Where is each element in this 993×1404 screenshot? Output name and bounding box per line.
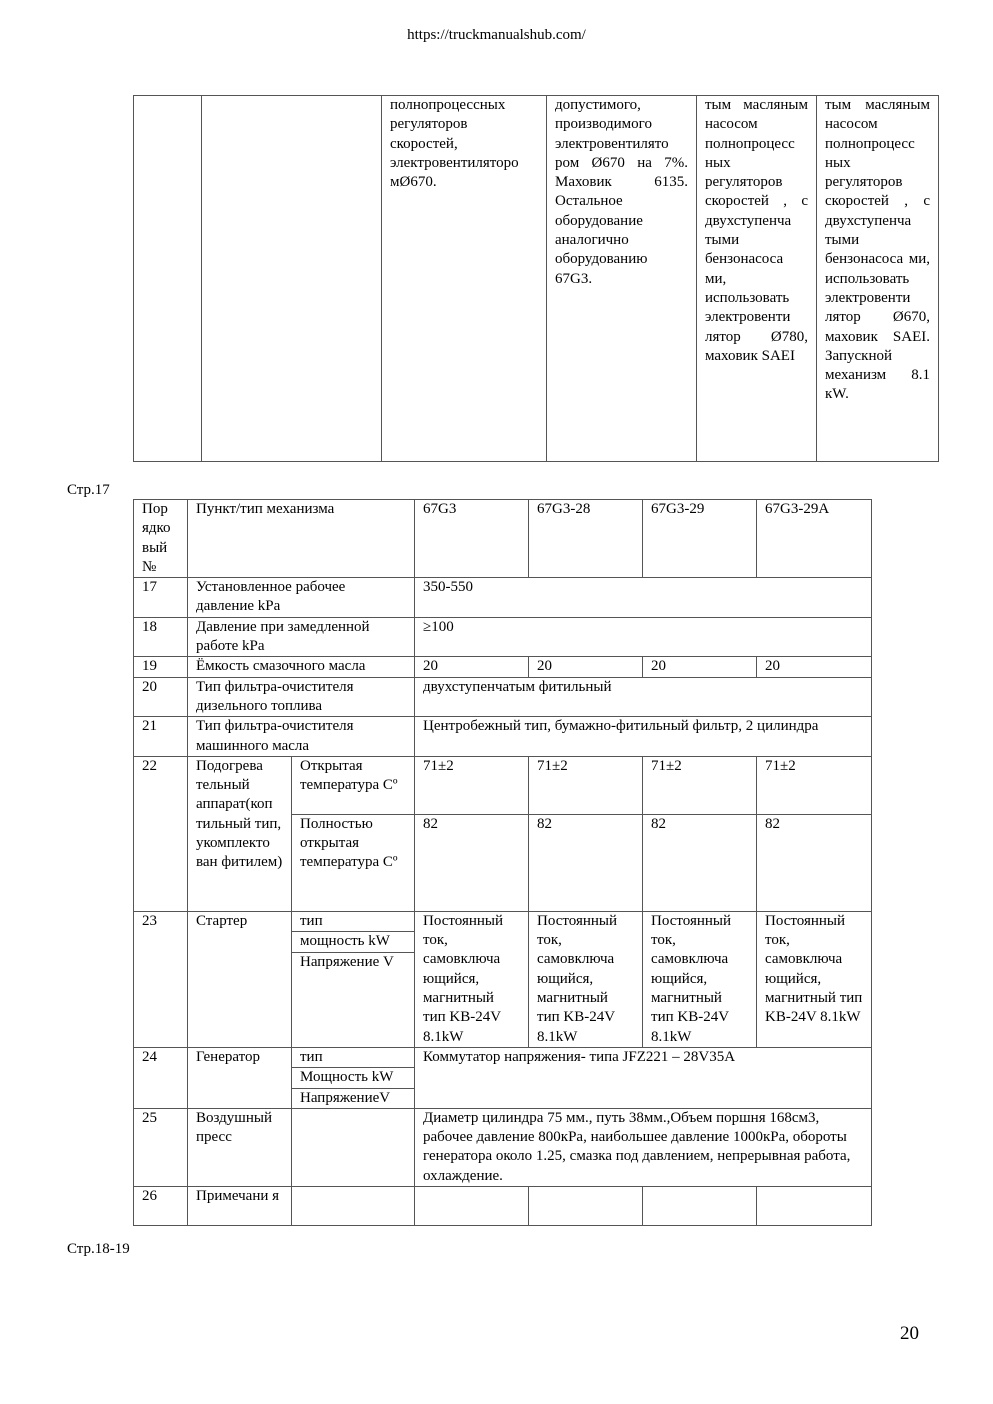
row-number: 26 — [134, 1187, 188, 1226]
row-value-2 — [529, 1187, 643, 1226]
row-value-1 — [415, 1187, 529, 1226]
cont-cell-no — [134, 96, 202, 462]
header-row — [134, 500, 872, 578]
source-url: https://truckmanualshub.com/ — [407, 27, 586, 43]
cont-cell-item — [202, 96, 382, 462]
continuation-row — [134, 96, 939, 462]
row-value-3: 82 — [643, 814, 757, 911]
row-item: Воздушный пресс — [188, 1108, 292, 1186]
row-sub-label: мощность kW — [292, 932, 415, 952]
row-value-2: Постоянный ток, самовключа ющийся, магнитный тип KB-24V 8.1kW — [529, 911, 643, 1047]
row-value-2: 71±2 — [529, 756, 643, 814]
header-model-4: 67G3-29A — [757, 500, 872, 578]
table-row-25 — [134, 1108, 872, 1186]
row-value: Диаметр цилиндра 75 мм., путь 38мм.,Объем поршня 168см3, рабочее давление 800кРа, наибольшее давление 1000кРа, обороты генератора около 1.25, смазка под давлением, непрерывная работа, охлаждение. — [415, 1108, 872, 1186]
page-label-18-19: Стр.18-19 — [67, 1241, 130, 1257]
row-value-4: 20 — [757, 657, 872, 677]
row-sub-label: тип — [292, 1047, 415, 1067]
continuation-table — [133, 95, 939, 462]
row-value: Коммутатор напряжения- типа JFZ221 – 28V35A — [415, 1047, 872, 1108]
row-value-3: 20 — [643, 657, 757, 677]
row-item: Генератор — [188, 1047, 292, 1108]
row-sub-empty — [292, 972, 415, 1047]
row-item: Давление при замедленной работе kPa — [188, 617, 415, 657]
row-item: Тип фильтра-очистителя машинного масла — [188, 717, 415, 757]
page-label-17: Стр.17 — [67, 482, 110, 498]
row-number: 21 — [134, 717, 188, 757]
row-number: 17 — [134, 578, 188, 618]
row-sub-label: тип — [292, 911, 415, 931]
table-row-18 — [134, 617, 872, 657]
row-value-1: 82 — [415, 814, 529, 911]
row-value: 350-550 — [415, 578, 872, 618]
row-value-3: Постоянный ток, самовключа ющийся, магнитный тип KB-24V 8.1kW — [643, 911, 757, 1047]
row-number: 19 — [134, 657, 188, 677]
page-number: 20 — [900, 1323, 919, 1344]
cont-cell-col3: тым масляным насосом полнопроцесс ных регуляторов скоростей , с двухступенча тыми бензонасоса ми, использовать электровенти лятор Ø780, маховик SAEI — [697, 96, 817, 462]
table-row-20 — [134, 677, 872, 717]
cont-cell-col2: допустимого, производимого электровентилято ром Ø670 на 7%. Маховик 6135. Остальное оборудование аналогично оборудованию 67G3. — [547, 96, 697, 462]
row-sub-label: Напряжение V — [292, 952, 415, 972]
row-sub-label: НапряжениеV — [292, 1088, 415, 1108]
row-value-3 — [643, 1187, 757, 1226]
row-value: Центробежный тип, бумажно-фитильный фильтр, 2 цилиндра — [415, 717, 872, 757]
row-item: Тип фильтра-очистителя дизельного топлива — [188, 677, 415, 717]
row-value-3: 71±2 — [643, 756, 757, 814]
row-value-2: 82 — [529, 814, 643, 911]
row-number: 20 — [134, 677, 188, 717]
row-value-4 — [757, 1187, 872, 1226]
row-item: Подогрева тельный аппарат(коп тильный тип, укомплекто ван фитилем) — [188, 756, 292, 911]
table-row-17 — [134, 578, 872, 618]
header-no: Пор ядко вый № — [134, 500, 188, 578]
row-value-4: 82 — [757, 814, 872, 911]
row-value-1: Постоянный ток, самовключа ющийся, магнитный тип KB-24V 8.1kW — [415, 911, 529, 1047]
row-item: Примечани я — [188, 1187, 292, 1226]
row-item: Стартер — [188, 911, 292, 1047]
table-row-23a — [134, 911, 872, 931]
row-number: 24 — [134, 1047, 188, 1108]
row-value: ≥100 — [415, 617, 872, 657]
table-row-24a — [134, 1047, 872, 1067]
row-number: 22 — [134, 756, 188, 911]
row-number: 23 — [134, 911, 188, 1047]
row-sub-empty — [292, 1108, 415, 1186]
row-number: 25 — [134, 1108, 188, 1186]
table-row-21 — [134, 717, 872, 757]
header-model-3: 67G3-29 — [643, 500, 757, 578]
header-item: Пункт/тип механизма — [188, 500, 415, 578]
header-model-2: 67G3-28 — [529, 500, 643, 578]
table-row-22a — [134, 756, 872, 814]
row-item: Ёмкость смазочного масла — [188, 657, 415, 677]
row-sub-empty — [292, 1187, 415, 1226]
row-item: Установленное рабочее давление kPa — [188, 578, 415, 618]
row-value-4: Постоянный ток, самовключа ющийся, магнитный тип KB-24V 8.1kW — [757, 911, 872, 1047]
row-value-1: 71±2 — [415, 756, 529, 814]
row-number: 18 — [134, 617, 188, 657]
cont-cell-col4: тым масляным насосом полнопроцесс ных регуляторов скоростей , с двухступенча тыми бензонасоса ми, использовать электровенти лятор Ø670, маховик SAEI. Запускной механизм 8.1 кW. — [817, 96, 939, 462]
row-value: двухступенчатым фитильный — [415, 677, 872, 717]
row-value-2: 20 — [529, 657, 643, 677]
row-value-1: 20 — [415, 657, 529, 677]
row-sub-label: Открытая температура Cº — [292, 756, 415, 814]
spec-table — [133, 499, 872, 1226]
table-row-26 — [134, 1187, 872, 1226]
header-model-1: 67G3 — [415, 500, 529, 578]
row-sub-label: Полностью открытая температура Cº — [292, 814, 415, 911]
table-row-19 — [134, 657, 872, 677]
row-sub-label: Мощность kW — [292, 1068, 415, 1088]
cont-cell-col1: полнопроцессных регуляторов скоростей, электровентиляторо мØ670. — [382, 96, 547, 462]
row-value-4: 71±2 — [757, 756, 872, 814]
